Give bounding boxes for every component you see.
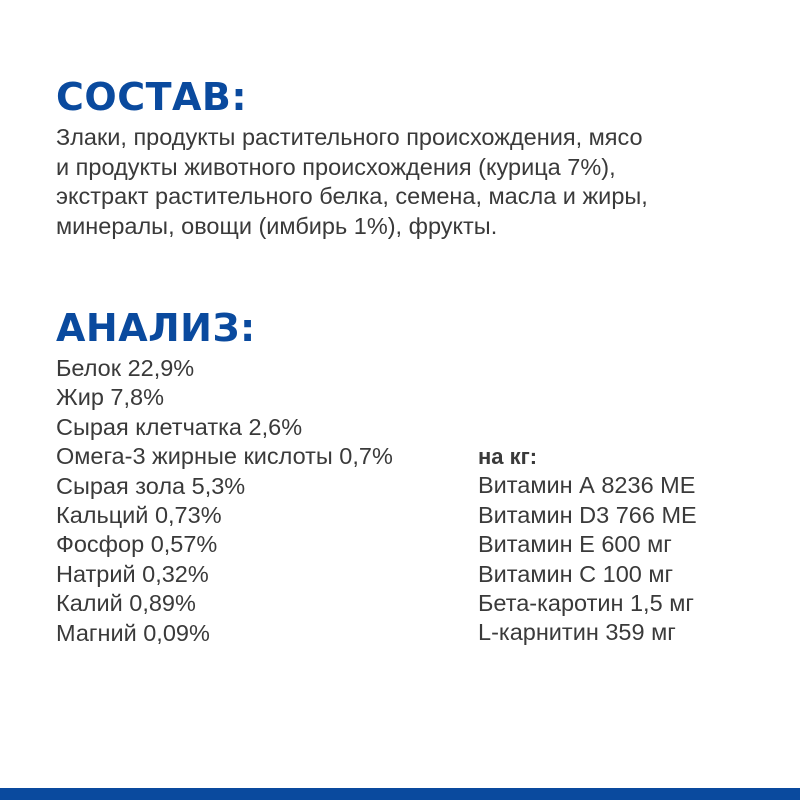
composition-line: Злаки, продукты растительного происхождения, мясо [56,124,643,150]
per-kg-label: на кг: [478,444,538,469]
analysis-item: Натрий 0,32% [56,560,209,587]
analysis-item: Омега-3 жирные кислоты 0,7% [56,443,393,470]
analysis-item: Сырая клетчатка 2,6% [56,413,303,440]
analysis-item: Кальций 0,73% [56,501,222,528]
analysis-item: Фосфор 0,57% [56,531,218,558]
per-kg-list [478,471,697,647]
vitamin-item: Витамин Е 600 мг [478,531,672,558]
bottom-accent-bar [0,788,800,800]
composition-line: и продукты животного происхождения (курица 7%), [56,153,616,180]
analysis-item: Калий 0,89% [56,590,196,617]
vitamin-item: Витамин D3 766 МЕ [478,501,697,528]
analysis-item: Сырая зола 5,3% [56,472,246,499]
analysis-item: Магний 0,09% [56,619,210,646]
composition-text [56,123,756,241]
composition-heading: СОСТАВ: [56,75,248,119]
analysis-item: Белок 22,9% [56,355,195,381]
vitamin-item: Бета-каротин 1,5 мг [478,589,694,616]
vitamin-item: L-карнитин 359 мг [478,619,676,646]
composition-line: экстракт растительного белка, семена, масла и жиры, [56,183,648,209]
analysis-heading: АНАЛИЗ: [56,306,256,350]
analysis-list [56,354,393,648]
vitamin-item: Витамин С 100 мг [478,560,674,587]
composition-line: минералы, овощи (имбирь 1%), фрукты. [56,212,498,239]
analysis-item: Жир 7,8% [56,384,164,411]
vitamin-item: Витамин А 8236 МЕ [478,472,696,499]
